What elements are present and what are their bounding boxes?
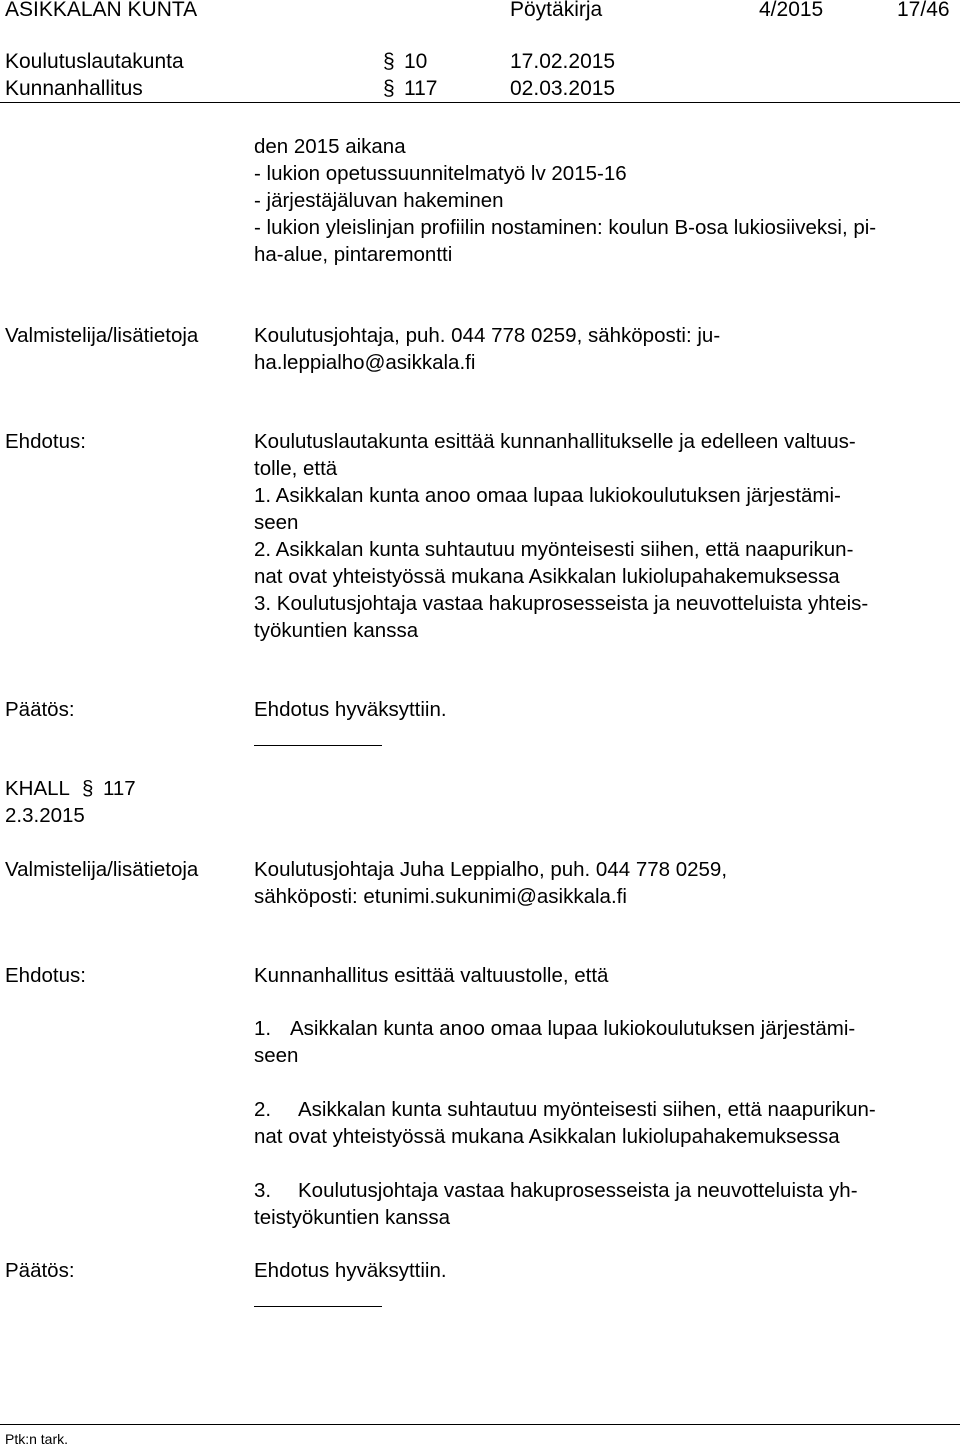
item-line: Asikkalan kunta suhtautuu myönteisesti siihen, että naapurikun- [298, 1098, 876, 1121]
body-date-2: 02.03.2015 [510, 77, 616, 100]
valmistelija-text: Koulutusjohtaja Juha Leppialho, puh. 044 778 0259, [254, 858, 728, 881]
paatos-label: Päätös: [5, 698, 75, 721]
body-name-2: Kunnanhallitus [5, 77, 143, 100]
item-line: Asikkalan kunta anoo omaa lupaa lukiokoulutuksen järjestämi- [290, 1017, 856, 1040]
item-line: teistyökuntien kanssa [254, 1206, 451, 1229]
section-sign-icon: § [82, 777, 94, 800]
body-date-1: 17.02.2015 [510, 50, 616, 73]
intro-line: - järjestäjäluvan hakeminen [254, 189, 504, 212]
item-line: nat ovat yhteistyössä mukana Asikkalan lukiolupahakemuksessa [254, 1125, 840, 1148]
ehdotus-label: Ehdotus: [5, 430, 86, 453]
body-name-1: Koulutuslautakunta [5, 50, 184, 73]
valmistelija-text: ha.leppialho@asikkala.fi [254, 351, 476, 374]
page-number: 17/46 [897, 0, 950, 21]
ehdotus-line: tolle, että [254, 457, 338, 480]
section-sign-icon: § [383, 77, 395, 100]
ref-date: 2.3.2015 [5, 804, 85, 827]
signature-underline [254, 1306, 382, 1307]
body-number-2: 117 [404, 77, 438, 100]
intro-line: den 2015 aikana [254, 135, 406, 158]
doc-type: Pöytäkirja [510, 0, 603, 21]
valmistelija-label: Valmistelija/lisätietoja [5, 324, 199, 347]
signature-underline [254, 745, 382, 746]
ref-number: 117 [103, 777, 136, 800]
item-number: 1. [254, 1017, 272, 1040]
ehdotus-line: seen [254, 511, 299, 534]
paatos-text: Ehdotus hyväksyttiin. [254, 1259, 447, 1282]
ehdotus-line: 3. Koulutusjohtaja vastaa hakuprosesseista ja neuvotteluista yhteis- [254, 592, 869, 615]
ehdotus-line: nat ovat yhteistyössä mukana Asikkalan lukiolupahakemuksessa [254, 565, 840, 588]
intro-line: - lukion opetussuunnitelmatyö lv 2015-16 [254, 162, 627, 185]
item-line: Koulutusjohtaja vastaa hakuprosesseista ja neuvotteluista yh- [298, 1179, 858, 1202]
ehdotus-line: työkuntien kanssa [254, 619, 419, 642]
ehdotus-line: Koulutuslautakunta esittää kunnanhallitukselle ja edelleen valtuus- [254, 430, 856, 453]
valmistelija-label: Valmistelija/lisätietoja [5, 858, 199, 881]
valmistelija-text: Koulutusjohtaja, puh. 044 778 0259, sähköposti: ju- [254, 324, 721, 347]
item-line: seen [254, 1044, 299, 1067]
body-number-1: 10 [404, 50, 428, 73]
section-sign-icon: § [383, 50, 395, 73]
ehdotus-intro: Kunnanhallitus esittää valtuustolle, että [254, 964, 609, 987]
paatos-text: Ehdotus hyväksyttiin. [254, 698, 447, 721]
doc-number: 4/2015 [759, 0, 824, 21]
footer-divider [0, 1424, 960, 1425]
intro-line: - lukion yleislinjan profiilin nostaminen: koulun B-osa lukiosiiveksi, pi- [254, 216, 877, 239]
intro-line: ha-alue, pintaremontti [254, 243, 453, 266]
item-number: 3. [254, 1179, 272, 1202]
ref-body: KHALL [5, 777, 70, 800]
valmistelija-text: sähköposti: etunimi.sukunimi@asikkala.fi [254, 885, 627, 908]
paatos-label: Päätös: [5, 1259, 75, 1282]
item-number: 2. [254, 1098, 272, 1121]
footer-text: Ptk:n tark. [5, 1431, 69, 1447]
org-name: ASIKKALAN KUNTA [5, 0, 198, 21]
ehdotus-line: 1. Asikkalan kunta anoo omaa lupaa lukiokoulutuksen järjestämi- [254, 484, 841, 507]
header-divider [0, 102, 960, 103]
ehdotus-label: Ehdotus: [5, 964, 86, 987]
ehdotus-line: 2. Asikkalan kunta suhtautuu myönteisesti siihen, että naapurikun- [254, 538, 854, 561]
